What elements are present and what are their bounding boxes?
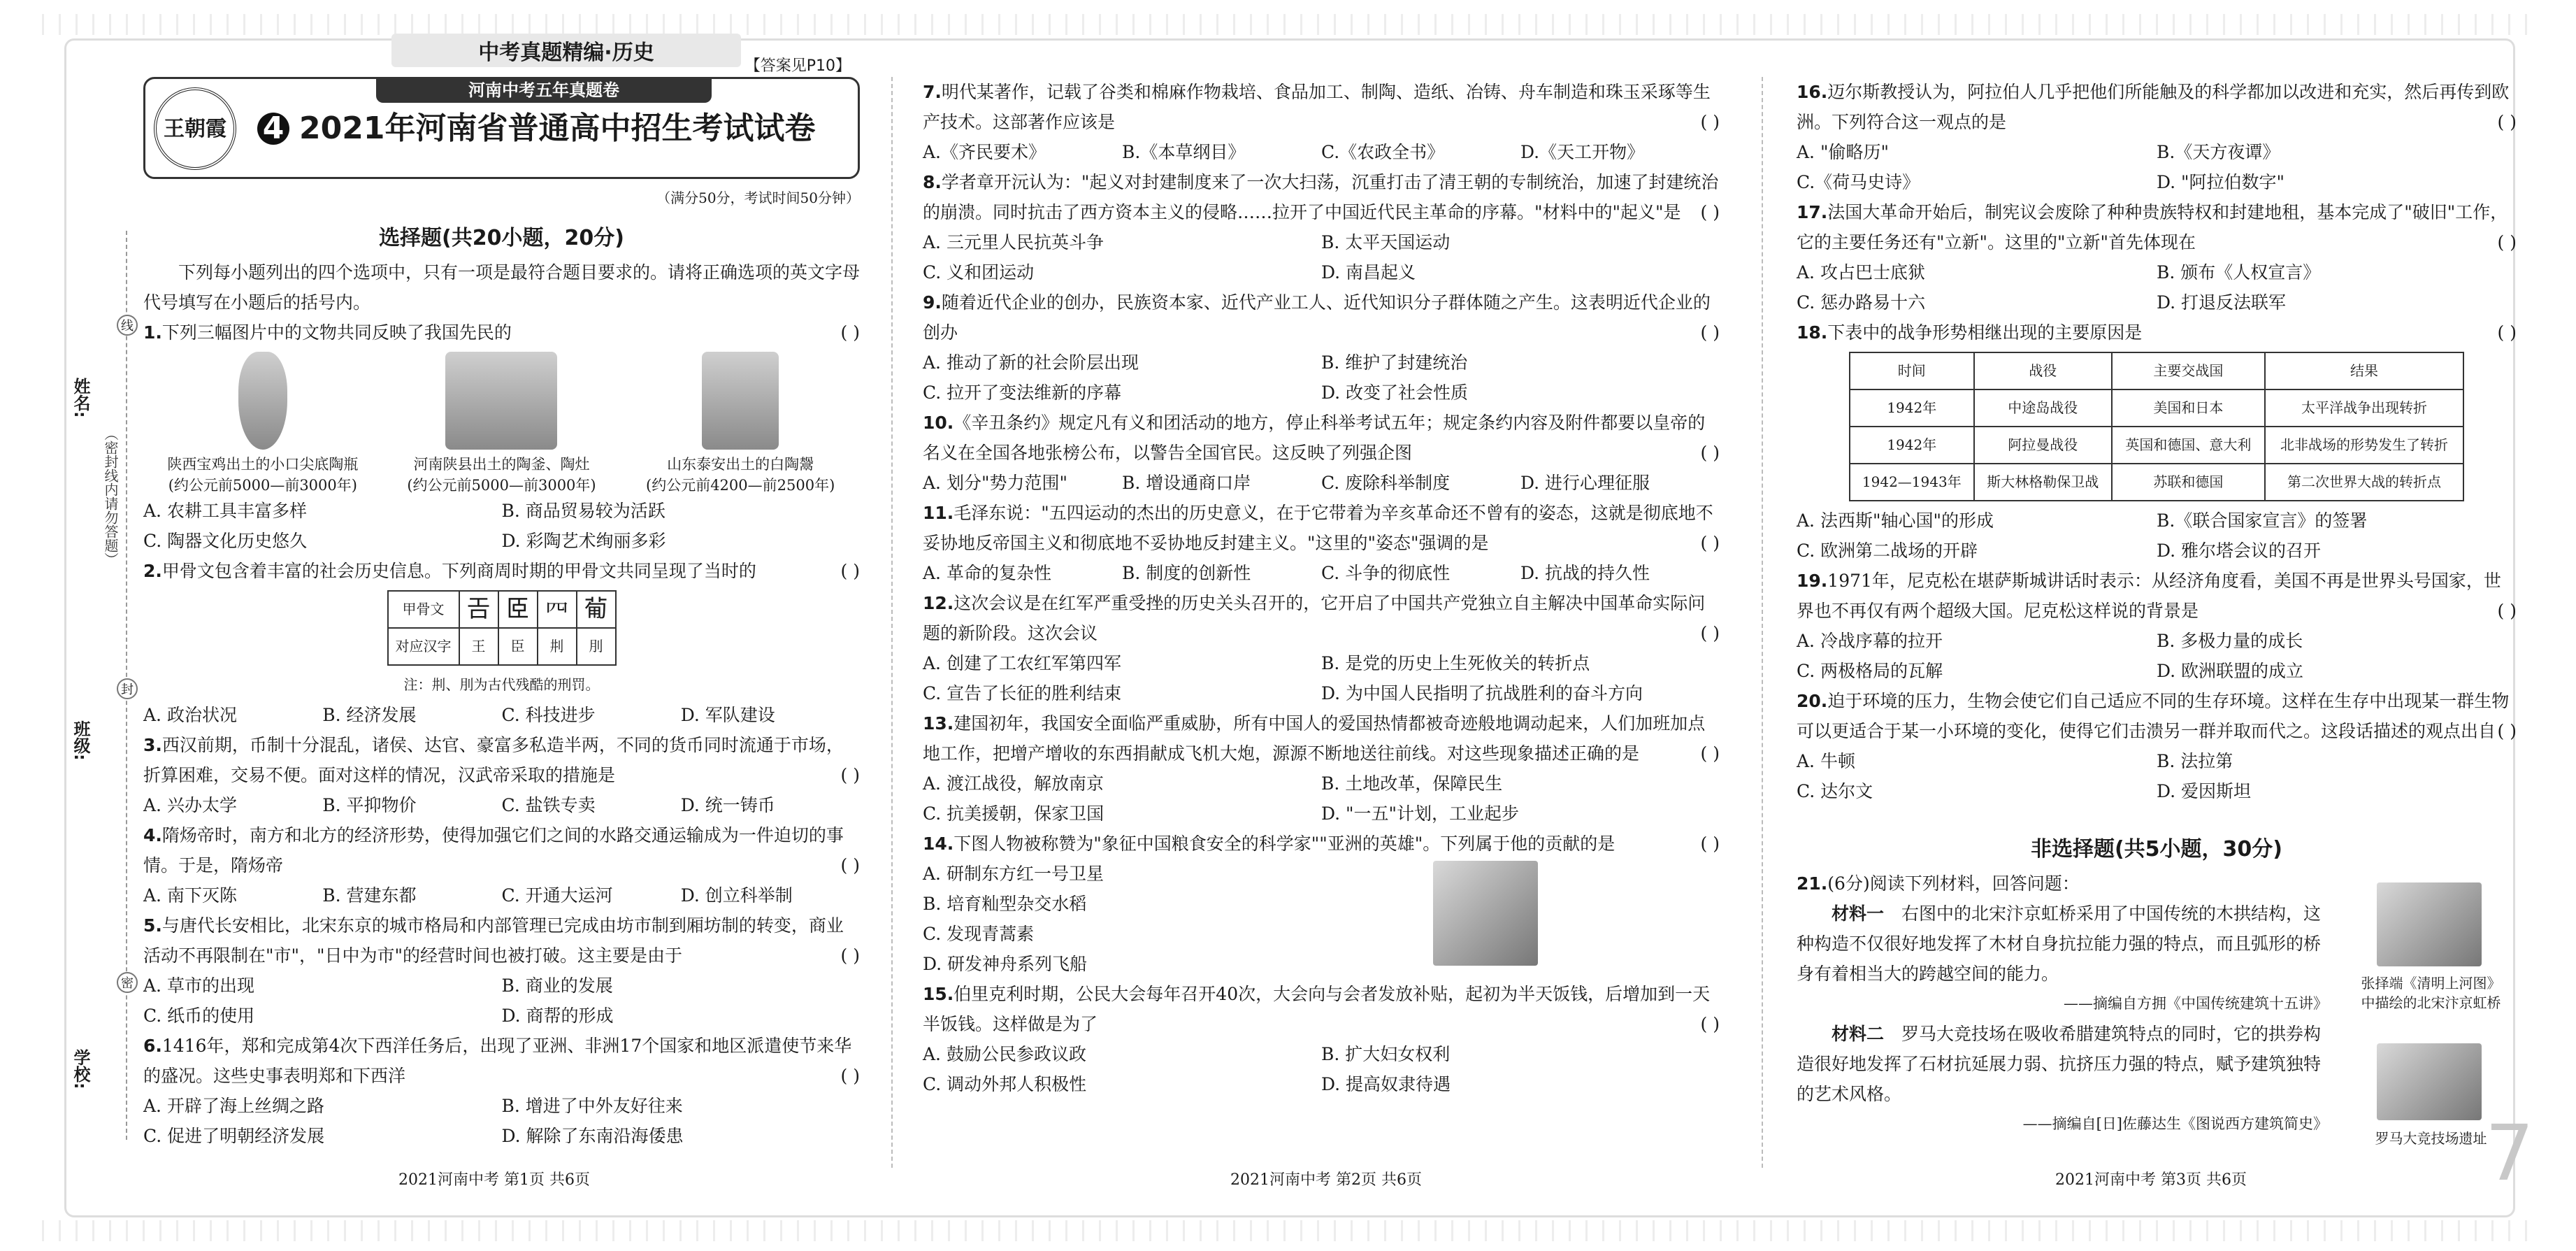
answer-blank[interactable]: ( ) xyxy=(840,1066,860,1086)
artifact-white-pottery xyxy=(639,352,842,496)
option-a[interactable]: A. 鼓励公民参政议政 xyxy=(923,1044,1086,1064)
answer-blank[interactable]: ( ) xyxy=(1700,533,1720,553)
question-1 xyxy=(143,317,860,556)
option-c[interactable]: C. 抗美援朝，保家卫国 xyxy=(923,803,1104,824)
question-9 xyxy=(923,287,1720,408)
page-footer: 2021河南中考 第3页 共6页 xyxy=(2055,1171,2247,1189)
options xyxy=(923,558,1720,588)
option-c[interactable]: C. 达尔文 xyxy=(1797,781,1873,801)
table-header: 结果 xyxy=(2265,352,2463,389)
material-source: ——摘编自[日]佐藤达生《图说西方建筑简史》 xyxy=(2022,1115,2328,1132)
seal-mark: 线 xyxy=(117,315,138,336)
option-d[interactable]: D. 雅尔塔会议的召开 xyxy=(2157,541,2322,561)
options xyxy=(143,971,860,1031)
answer-blank[interactable]: ( ) xyxy=(1700,623,1720,643)
page-footer: 2021河南中考 第1页 共6页 xyxy=(398,1171,590,1189)
question-number: 7. xyxy=(923,82,942,102)
question-16 xyxy=(1797,77,2517,197)
question-text: 《辛丑条约》规定凡有义和团活动的地方，停止科举考试五年；规定条约内容及附件都要以皇帝的名义在全国各地张榜公布，以警告全国官民。这反映了列强企图 xyxy=(923,413,1706,463)
question-text: 下列三幅图片中的文物共同反映了我国先民的 xyxy=(161,322,512,343)
table-cell: 第二次世界大战的转折点 xyxy=(2265,464,2463,501)
answer-blank[interactable]: ( ) xyxy=(840,765,860,785)
options xyxy=(1797,626,2517,686)
question-4 xyxy=(143,820,860,910)
options xyxy=(923,137,1720,167)
question-number: 4. xyxy=(143,825,162,845)
question-20 xyxy=(1797,686,2517,806)
options xyxy=(923,227,1720,287)
question-text: 毛泽东说："五四运动的杰出的历史意义，在于它带着为辛亥革命还不曾有的姿态，这就是彻底地不妥协地反帝国主义和彻底地不妥协地反封建主义。"这里的"姿态"强调的是 xyxy=(923,503,1713,553)
option-a[interactable]: A. 法西斯"轴心国"的形成 xyxy=(1797,510,1994,531)
war-table xyxy=(1849,352,2464,501)
question-3 xyxy=(143,730,860,820)
option-d[interactable]: D. 南昌起义 xyxy=(1321,262,1416,283)
option-d[interactable]: D. 提高奴隶待遇 xyxy=(1321,1074,1451,1094)
image-caption: 张择端《清明上河图》中描绘的北宋汴京虹桥 xyxy=(2361,975,2501,1011)
book-header: 中考真题精编·历史 xyxy=(391,34,741,67)
option-d[interactable]: D. 解除了东南沿海倭患 xyxy=(501,1126,684,1146)
option-d[interactable]: D. 军队建设 xyxy=(680,705,775,725)
artifact-caption: 山东泰安出土的白陶鬶 (约公元前4200—前2500年) xyxy=(646,456,835,494)
material-label: 材料一 xyxy=(1832,903,1885,924)
option-c[interactable]: C. 科技进步 xyxy=(501,705,596,725)
question-number: 10. xyxy=(923,413,954,433)
material-text: 右图中的北宋汴京虹桥采用了中国传统的木拱结构，这种构造不仅很好地发挥了木材自身抗拉能力强的特点，而且弧形的桥身有着相当大的跨越空间的能力。 xyxy=(1797,903,2322,984)
oracle-glyph: 𦣞 xyxy=(498,591,538,628)
question-text: 西汉前期，币制十分混乱，诸侯、达官、豪富多私造半两，不同的货币同时流通于市场，折算困难，交易不便。面对这样的情况，汉武帝采取的措施是 xyxy=(143,735,844,785)
option-b[interactable]: B. 商品贸易较为活跃 xyxy=(501,501,665,521)
answer-blank[interactable]: ( ) xyxy=(1700,202,1720,222)
material-label: 材料二 xyxy=(1832,1024,1885,1044)
artifact-pointed-bottle xyxy=(161,352,364,496)
question-text: 1971年，尼克松在堪萨斯城讲话时表示：从经济角度看，美国不再是世界头号国家，世界也不再仅有两个超级大国。尼克松这样说的背景是 xyxy=(1797,571,2501,621)
option-a[interactable]: A. 草市的出现 xyxy=(143,975,254,996)
question-number: 17. xyxy=(1797,202,1828,222)
option-c[interactable]: C. 惩办路易十六 xyxy=(1797,292,1926,313)
options xyxy=(143,496,860,556)
table-cell: 刖 xyxy=(577,628,616,665)
question-5 xyxy=(143,910,860,1031)
column-2 xyxy=(923,77,1720,1099)
exam-title xyxy=(257,110,816,146)
table-header: 对应汉字 xyxy=(388,628,459,665)
seal-note: （密封线内请勿答题） xyxy=(102,427,119,566)
table-cell: 斯大林格勒保卫战 xyxy=(1974,464,2112,501)
answer-reference: 【答案见P10】 xyxy=(744,57,851,75)
table-header: 时间 xyxy=(1850,352,1974,389)
section-title-choice: 选择题(共20小题，20分) xyxy=(379,226,624,250)
answer-blank[interactable]: ( ) xyxy=(840,561,860,581)
score-note: （满分50分，考试时间50分钟） xyxy=(656,190,860,206)
answer-blank[interactable]: ( ) xyxy=(1700,834,1720,854)
question-number: 2. xyxy=(143,561,162,581)
answer-blank[interactable]: ( ) xyxy=(2497,721,2517,741)
artifact-caption: 河南陕县出土的陶釜、陶灶 (约公元前5000—前3000年) xyxy=(407,456,596,494)
question-text: 这次会议是在红军严重受挫的历史关头召开的，它开启了中国共产党独立自主解决中国革命实际问题的新阶段。这次会议 xyxy=(923,593,1706,643)
answer-blank[interactable]: ( ) xyxy=(2497,601,2517,621)
table-header: 战役 xyxy=(1974,352,2112,389)
paper-number: 4 xyxy=(257,113,289,145)
question-text: 随着近代企业的创办，民族资本家、近代产业工人、近代知识分子群体随之产生。这表明近代企业的创办 xyxy=(923,292,1711,343)
option-a[interactable]: A. 推动了新的社会阶层出现 xyxy=(923,352,1139,373)
question-7 xyxy=(923,77,1720,167)
option-d[interactable]: D. 抗战的持久性 xyxy=(1520,563,1650,583)
column-divider xyxy=(1762,77,1763,1168)
option-b[interactable]: B. 增进了中外友好往来 xyxy=(501,1096,683,1116)
seal-mark: 密 xyxy=(117,972,138,993)
answer-blank[interactable]: ( ) xyxy=(2497,322,2517,343)
option-b[interactable]: B.《联合国家宣言》的签署 xyxy=(2157,510,2368,531)
options xyxy=(1797,506,2517,566)
option-b[interactable]: B. 培育籼型杂交水稻 xyxy=(923,894,1087,914)
oracle-glyph: 𤰈 xyxy=(577,591,616,628)
option-d[interactable]: D.《天工开物》 xyxy=(1520,142,1645,162)
question-number: 14. xyxy=(923,834,954,854)
answer-blank[interactable]: ( ) xyxy=(1700,112,1720,132)
options xyxy=(1797,746,2517,806)
artifact-photo xyxy=(238,352,287,450)
option-d[interactable]: D. 改变了社会性质 xyxy=(1321,383,1469,403)
table-row xyxy=(1850,389,2463,427)
question-text: 甲骨文包含着丰富的社会历史信息。下列商周时期的甲骨文共同呈现了当时的 xyxy=(161,561,756,581)
material-source: ——摘编自方拥《中国传统建筑十五讲》 xyxy=(2064,995,2328,1012)
image-caption: 罗马大竞技场遗址 xyxy=(2375,1130,2487,1147)
option-a[interactable]: A. 开辟了海上丝绸之路 xyxy=(143,1096,324,1116)
question-text: 建国初年，我国安全面临严重威胁，所有中国人的爱国热情都被奇迹般地调动起来，人们加班加点地工作，把增产增收的东西捐献成飞机大炮，源源不断地送往前线。对这些现象描述正确的是 xyxy=(923,713,1706,764)
question-21 xyxy=(1797,868,2517,1147)
table-cell: 苏联和德国 xyxy=(2112,464,2265,501)
table-cell: 太平洋战争出现转折 xyxy=(2265,389,2463,427)
exam-title-text: 2021年河南省普通高中招生考试试卷 xyxy=(299,110,816,146)
section-intro: 下列每小题列出的四个选项中，只有一项是最符合题目要求的。请将正确选项的英文字母代号填写在小题后的括号内。 xyxy=(143,262,861,313)
question-number: 8. xyxy=(923,172,942,192)
question-number: 9. xyxy=(923,292,942,313)
decorative-border-top xyxy=(42,14,2531,35)
option-d[interactable]: D. "阿拉伯数字" xyxy=(2157,172,2285,192)
option-c[interactable]: C. 拉开了变法维新的序幕 xyxy=(923,383,1122,403)
question-number: 20. xyxy=(1797,691,1828,711)
table-cell: 1942—1943年 xyxy=(1850,464,1974,501)
question-number: 18. xyxy=(1797,322,1828,343)
option-a[interactable]: A. 兴办太学 xyxy=(143,795,237,815)
option-a[interactable]: A. 创建了工农红军第四军 xyxy=(923,653,1121,673)
page-number: 7 xyxy=(2485,1108,2534,1198)
material-1 xyxy=(1797,899,2328,1019)
option-b[interactable]: B.《本草纲目》 xyxy=(1122,142,1246,162)
option-a[interactable]: A. 渡江战役，解放南京 xyxy=(923,773,1104,794)
table-row xyxy=(1850,427,2463,464)
options xyxy=(143,1091,860,1151)
question-number: 19. xyxy=(1797,571,1828,591)
publisher-seal-logo: 王朝霞 xyxy=(154,87,236,170)
options xyxy=(923,859,1720,979)
options xyxy=(143,880,860,910)
question-text: 隋炀帝时，南方和北方的经济形势，使得加强它们之间的水路交通运输成为一件迫切的事情。于是，隋炀帝 xyxy=(143,825,844,875)
artifact-photo xyxy=(445,352,557,450)
rainbow-bridge-painting xyxy=(2377,882,2482,966)
artifact-images xyxy=(143,352,860,496)
question-number: 13. xyxy=(923,713,954,734)
question-text: 迫于环境的压力，生物会使它们自己适应不同的生存环境。这样在生存中出现某一群生物可以更适合于某一小环境的变化，使得它们击溃另一群并取而代之。这段话描述的观点出自 xyxy=(1797,691,2510,741)
option-b[interactable]: B. 多极力量的成长 xyxy=(2157,631,2303,651)
answer-blank[interactable]: ( ) xyxy=(840,855,860,875)
artifact-photo xyxy=(702,352,779,450)
options xyxy=(1797,137,2517,197)
question-13 xyxy=(923,708,1720,829)
option-b[interactable]: B. 颁布《人权宣言》 xyxy=(2157,262,2321,283)
table-cell: 1942年 xyxy=(1850,389,1974,427)
option-c[interactable]: C. 欧洲第二战场的开辟 xyxy=(1797,541,1978,561)
question-text: (6分)阅读下列材料，回答问题： xyxy=(1827,873,2080,894)
seal-mark: 封 xyxy=(117,678,138,699)
option-a[interactable]: A. 攻占巴士底狱 xyxy=(1797,262,1925,283)
option-c[interactable]: C. 斗争的彻底性 xyxy=(1321,563,1451,583)
option-c[interactable]: C. 调动外邦人积极性 xyxy=(923,1074,1087,1094)
question-text: 学者章开沅认为："起义对封建制度来了一次大扫荡，沉重打击了清王朝的专制统治，加速了封建统治的崩溃。同时抗击了西方资本主义的侵略……拉开了中国近代民主革命的序幕。"材料中的"起义"是 xyxy=(923,172,1719,222)
column-1 xyxy=(143,57,861,1151)
option-b[interactable]: B. 是党的历史上生死攸关的转折点 xyxy=(1321,653,1590,673)
colosseum-photo xyxy=(2377,1043,2482,1120)
question-text: 下表中的战争形势相继出现的主要原因是 xyxy=(1827,322,2143,343)
table-note: 注：㓝、刖为古代残酷的刑罚。 xyxy=(403,676,600,693)
option-c[interactable]: C. 义和团运动 xyxy=(923,262,1035,283)
name-label: 姓名: xyxy=(71,378,90,418)
question-text: 1416年，郑和完成第4次下西洋任务后，出现了亚洲、非洲17个国家和地区派遣使节来华的盛况。这些史事表明郑和下西洋 xyxy=(143,1036,852,1086)
answer-blank[interactable]: ( ) xyxy=(1700,443,1720,463)
answer-blank[interactable]: ( ) xyxy=(2497,232,2517,252)
options xyxy=(923,769,1720,829)
option-d[interactable]: D. 彩陶艺术绚丽多彩 xyxy=(501,531,666,551)
option-c[interactable]: C. 开通大运河 xyxy=(501,885,613,906)
question-number: 12. xyxy=(923,593,954,613)
options xyxy=(923,1039,1720,1099)
answer-blank[interactable]: ( ) xyxy=(1700,743,1720,764)
options xyxy=(1797,257,2517,317)
column-divider xyxy=(891,77,893,1168)
table-row xyxy=(1850,464,2463,501)
options xyxy=(143,790,860,820)
decorative-border-bottom xyxy=(42,1220,2531,1241)
option-d[interactable]: D. 进行心理征服 xyxy=(1520,473,1650,493)
school-label: 学校: xyxy=(71,1049,90,1089)
question-number: 1. xyxy=(143,322,162,343)
option-a[interactable]: A. 牛顿 xyxy=(1797,751,1855,771)
question-text: 与唐代长安相比，北宋东京的城市格局和内部管理已完成由坊市制到厢坊制的转变，商业活动不再限制在"市"，"日中为市"的经营时间也被打破。这主要是由于 xyxy=(143,915,844,966)
series-tag: 河南中考五年真题卷 xyxy=(376,78,712,103)
oracle-glyph: 𦉪 xyxy=(538,591,577,628)
material-2 xyxy=(1797,1019,2328,1139)
option-a[interactable]: A. 研制东方红一号卫星 xyxy=(923,864,1104,884)
option-b[interactable]: B. 法拉第 xyxy=(2157,751,2233,771)
answer-blank[interactable]: ( ) xyxy=(1700,322,1720,343)
question-2 xyxy=(143,556,860,730)
option-c[interactable]: C. 废除科举制度 xyxy=(1321,473,1451,493)
option-b[interactable]: B. 制度的创新性 xyxy=(1122,563,1251,583)
answer-blank[interactable]: ( ) xyxy=(840,945,860,966)
option-b[interactable]: B. 土地改革，保障民生 xyxy=(1321,773,1503,794)
oracle-bone-table xyxy=(387,590,617,666)
question-number: 16. xyxy=(1797,82,1828,102)
answer-blank[interactable]: ( ) xyxy=(1700,1014,1720,1034)
options xyxy=(143,700,860,730)
question-12 xyxy=(923,588,1720,708)
option-b[interactable]: B. 扩大妇女权利 xyxy=(1321,1044,1451,1064)
section-title-nonchoice: 非选择题(共5小题，30分) xyxy=(2030,837,2283,862)
option-a[interactable]: A.《齐民要术》 xyxy=(923,142,1046,162)
question-14 xyxy=(923,829,1720,979)
option-b[interactable]: B. 增设通商口岸 xyxy=(1122,473,1251,493)
question-text: 下图人物被称赞为"象征中国粮食安全的科学家""亚洲的英雄"。下列属于他的贡献的是 xyxy=(954,834,1616,854)
option-b[interactable]: B. 经济发展 xyxy=(322,705,417,725)
option-b[interactable]: B. 商业的发展 xyxy=(501,975,613,996)
option-c[interactable]: C. 两极格局的瓦解 xyxy=(1797,661,1943,681)
answer-blank[interactable]: ( ) xyxy=(2497,112,2517,132)
page-footer: 2021河南中考 第2页 共6页 xyxy=(1230,1171,1422,1189)
option-d[interactable]: D. 统一铸币 xyxy=(680,795,775,815)
option-a[interactable]: A. 南下灭陈 xyxy=(143,885,237,906)
option-a[interactable]: A. 划分"势力范围" xyxy=(923,473,1067,493)
option-b[interactable]: B. 营建东都 xyxy=(322,885,417,906)
table-header: 主要交战国 xyxy=(2112,352,2265,389)
options xyxy=(923,348,1720,408)
option-c[interactable]: C. 宣告了长征的胜利结束 xyxy=(923,683,1122,703)
option-b[interactable]: B.《天方夜谭》 xyxy=(2157,142,2280,162)
option-a[interactable]: A. 冷战序幕的拉开 xyxy=(1797,631,1943,651)
oracle-glyph: 𢀛 xyxy=(459,591,498,628)
table-cell: 1942年 xyxy=(1850,427,1974,464)
option-d[interactable]: D. 打退反法联军 xyxy=(2157,292,2287,313)
question-8 xyxy=(923,167,1720,287)
table-cell: 英国和德国、意大利 xyxy=(2112,427,2265,464)
material-text: 罗马大竞技场在吸收希腊建筑特点的同时，它的拱券构造很好地发挥了石材抗延展力弱、抗挤压力强的特点，赋予建筑独特的艺术风格。 xyxy=(1797,1024,2322,1104)
table-cell: 王 xyxy=(459,628,498,665)
option-b[interactable]: B. 平抑物价 xyxy=(322,795,417,815)
table-header: 甲骨文 xyxy=(388,591,459,628)
question-19 xyxy=(1797,566,2517,686)
option-a[interactable]: A. 三元里人民抗英斗争 xyxy=(923,232,1104,252)
options xyxy=(923,648,1720,708)
answer-blank[interactable]: ( ) xyxy=(840,322,860,343)
question-number: 11. xyxy=(923,503,954,523)
option-d[interactable]: D. 为中国人民指明了抗战胜利的奋斗方向 xyxy=(1321,683,1643,703)
option-c[interactable]: C. 盐铁专卖 xyxy=(501,795,596,815)
question-text: 法国大革命开始后，制宪议会废除了种种贵族特权和封建地租，基本完成了"破旧"工作，它的主要任务还有"立新"。这里的"立新"首先体现在 xyxy=(1797,202,2508,252)
table-cell: 臣 xyxy=(498,628,538,665)
question-6 xyxy=(143,1031,860,1151)
option-c[interactable]: C. 陶器文化历史悠久 xyxy=(143,531,308,551)
table-cell: 㓝 xyxy=(538,628,577,665)
question-number: 15. xyxy=(923,984,954,1004)
question-number: 5. xyxy=(143,915,162,936)
question-number: 21. xyxy=(1797,873,1828,894)
options xyxy=(923,468,1720,498)
artifact-pottery-stove xyxy=(400,352,603,496)
option-c[interactable]: C. 促进了明朝经济发展 xyxy=(143,1126,325,1146)
question-number: 3. xyxy=(143,735,162,755)
option-a[interactable]: A. 革命的复杂性 xyxy=(923,563,1051,583)
table-cell: 中途岛战役 xyxy=(1974,389,2112,427)
option-c[interactable]: C. 发现青蒿素 xyxy=(923,924,1035,944)
question-number: 6. xyxy=(143,1036,162,1056)
question-18 xyxy=(1797,317,2517,566)
question-10 xyxy=(923,408,1720,498)
class-label: 班级: xyxy=(71,720,90,761)
binding-margin xyxy=(67,231,134,1140)
option-d[interactable]: D. 创立科举制 xyxy=(680,885,793,906)
table-cell: 北非战场的形势发生了转折 xyxy=(2265,427,2463,464)
question-text: 伯里克利时期，公民大会每年召开40次，大会向与会者发放补贴，起初为半天饭钱，后增加到一天半饭钱。这样做是为了 xyxy=(923,984,1711,1034)
question-17 xyxy=(1797,197,2517,317)
scientist-photo xyxy=(1433,861,1538,966)
option-c[interactable]: C. 纸币的使用 xyxy=(143,1006,255,1026)
table-cell: 美国和日本 xyxy=(2112,389,2265,427)
option-c[interactable]: C.《荷马史诗》 xyxy=(1797,172,1920,192)
exam-banner xyxy=(143,57,860,179)
option-b[interactable]: B. 太平天国运动 xyxy=(1321,232,1451,252)
option-a[interactable]: A. 政治状况 xyxy=(143,705,237,725)
column-3 xyxy=(1797,77,2517,1147)
option-d[interactable]: D. 欧洲联盟的成立 xyxy=(2157,661,2304,681)
option-a[interactable]: A. 农耕工具丰富多样 xyxy=(143,501,307,521)
table-cell: 阿拉曼战役 xyxy=(1974,427,2112,464)
artifact-caption: 陕西宝鸡出土的小口尖底陶瓶 (约公元前5000—前3000年) xyxy=(167,456,359,494)
option-b[interactable]: B. 维护了封建统治 xyxy=(1321,352,1468,373)
option-a[interactable]: A. "偷略历" xyxy=(1797,142,1889,162)
option-c[interactable]: C.《农政全书》 xyxy=(1321,142,1445,162)
question-11 xyxy=(923,498,1720,588)
option-d[interactable]: D. "一五"计划，工业起步 xyxy=(1321,803,1520,824)
question-text: 迈尔斯教授认为，阿拉伯人几乎把他们所能触及的科学都加以改进和充实，然后再传到欧洲。下列符合这一观点的是 xyxy=(1797,82,2510,132)
option-d[interactable]: D. 研发神舟系列飞船 xyxy=(923,954,1088,974)
option-d[interactable]: D. 爱因斯坦 xyxy=(2157,781,2252,801)
option-d[interactable]: D. 商帮的形成 xyxy=(501,1006,614,1026)
question-text: 明代某著作，记载了谷类和棉麻作物栽培、食品加工、制陶、造纸、冶铸、舟车制造和珠玉采琢等生产技术。这部著作应该是 xyxy=(923,82,1711,132)
question-15 xyxy=(923,979,1720,1099)
